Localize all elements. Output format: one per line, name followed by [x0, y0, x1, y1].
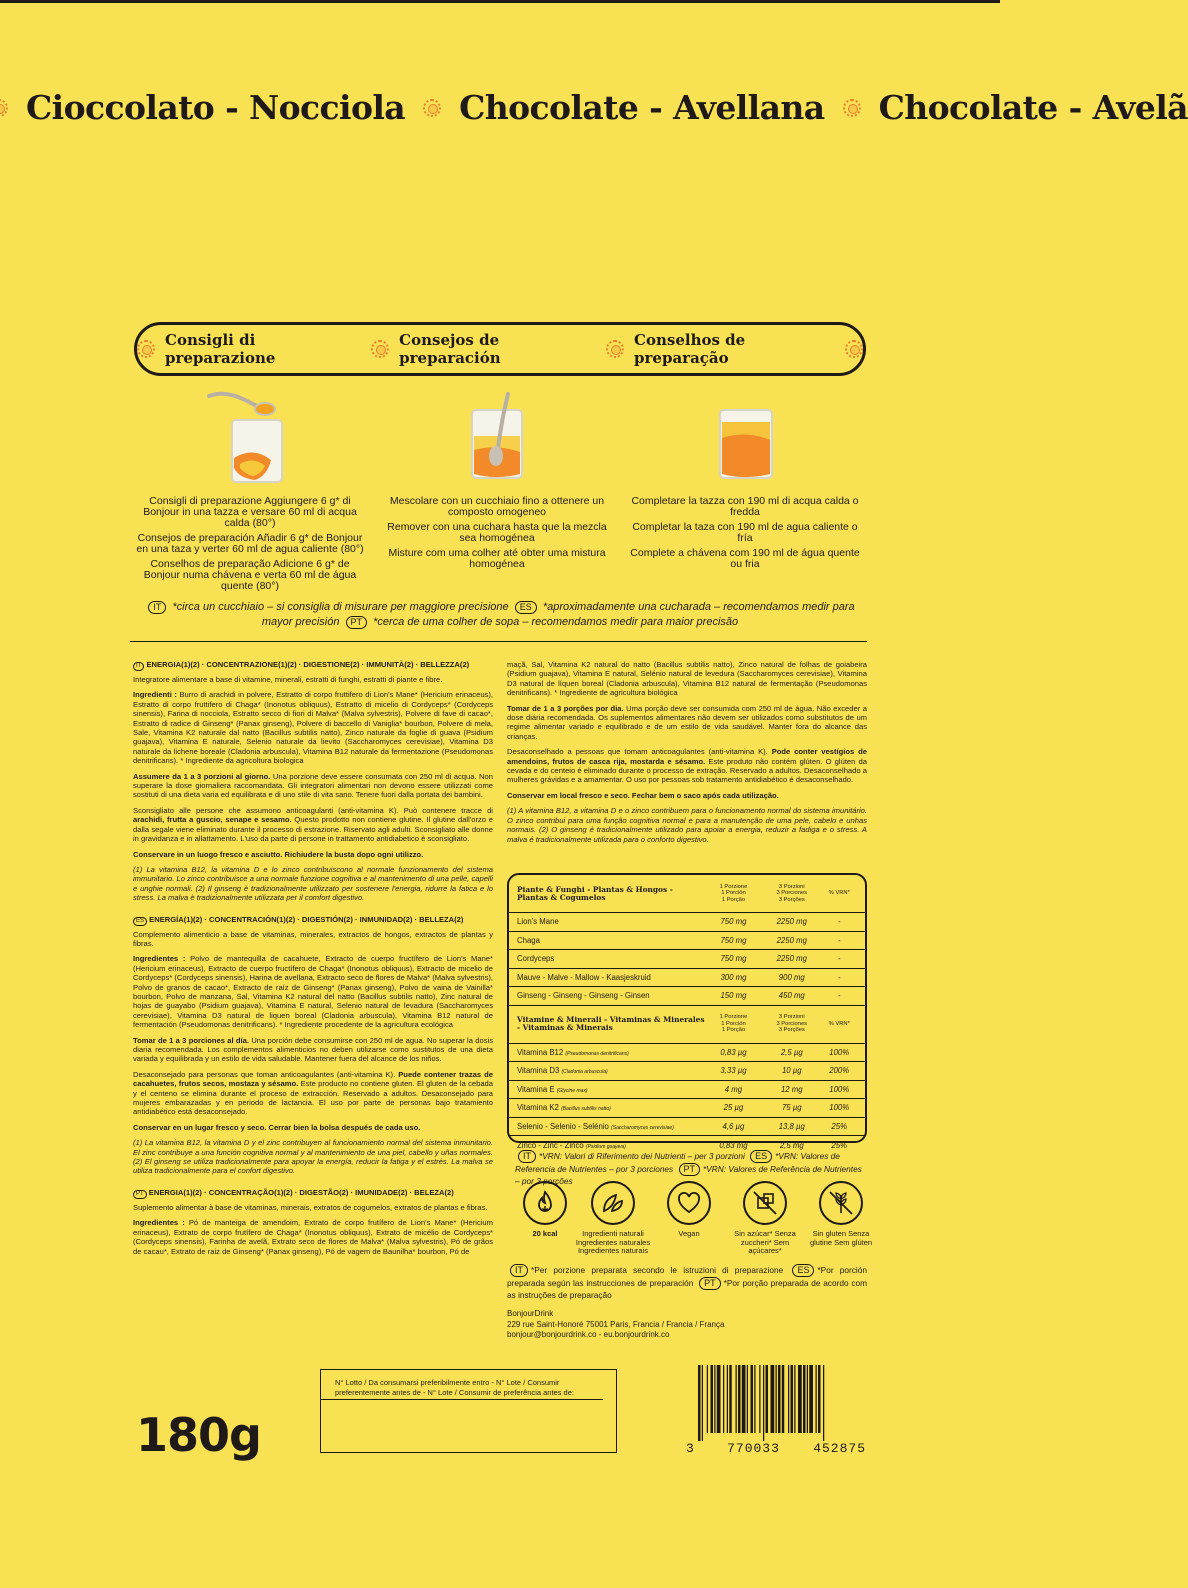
badge-sugar-free — [725, 1181, 805, 1256]
table-row: Vitamina D3 (Cladonia arbuscula) 3,33 µg 10 µg 200% — [509, 1062, 865, 1081]
it-ingredients: Burro di arachidi in polvere, Estratto di corpo fruttifero di Lion's Mane* (Hericium erinaceus), Estratto di corpo fruttifero di Chaga* (Inonotus obliquus), Estratto di micelio di Cordyceps* (Cordyceps sinensis), Farina di nocciola, Estratto secco di fiori di Malva* (Malva sylvestris), Polvere di fave di cacao*, Estratto di radice di Ginseng* (Panax ginseng), Polvere di baccello di Vaniglia* bourbon, Polvere di mela, Sale, Vitamina K2 naturale dal natto (Bacillus subtilis natto), Zinco naturale da foglie di guava (Psidium guajava), Vitamina E naturale, Selenio naturale da lievito (Saccharomyces cerevisiae), Vitamina D3 naturale da lichene boreale (Cladonia arbuscula), Vitamina B12 naturale da fermentazione (Pseudomonas denitrificans). * Ingrediente da agricoltura biologica — [133, 690, 493, 766]
lang-tag-it: IT — [518, 1150, 536, 1163]
leaf-icon — [591, 1181, 635, 1225]
es-ingredients-label: Ingredientes : — [133, 954, 186, 964]
step-3-it: Completare la tazza con 190 ml di acqua calda o fredda — [631, 495, 859, 518]
es-storage: Conservar en un lugar fresco y seco. Cerrar bien la bolsa después de cada uso. — [133, 1122, 421, 1132]
table-row: Chaga 750 mg 2250 mg - — [509, 932, 865, 951]
lot-box — [320, 1369, 617, 1453]
badge-gluten-free — [801, 1181, 881, 1247]
es-benefits-heading: ENERGÍA(1)(2) · CONCENTRACIÓN(1)(2) · DIGESTIÓN(2) · INMUNIDAD(2) · BELLEZA(2) — [149, 914, 464, 924]
portion-1-heading: 1 Porzione 1 Porción 1 Porção — [719, 1014, 748, 1034]
top-border — [0, 0, 1000, 3]
lang-tag-pt: PT — [679, 1163, 701, 1176]
banner-flavor-it: Cioccolato - Nocciola — [26, 88, 406, 127]
sun-icon — [371, 340, 389, 358]
sun-icon — [843, 99, 861, 117]
heart-icon — [667, 1181, 711, 1225]
lang-tag-pt: PT — [133, 1190, 147, 1199]
lang-tag-pt: PT — [346, 616, 368, 629]
sun-icon — [137, 340, 155, 358]
lot-label: N° Lotto / Da consumarsi preferibilmente entro - N° Lote / Consumir preferentemente antes de - N° Lote / Consumir de preferência antes de: — [335, 1378, 574, 1397]
lang-tag-es: ES — [133, 917, 147, 926]
lang-tag-es: ES — [750, 1150, 772, 1163]
vrn-note: IT *VRN: Valori di Riferimento dei Nutrienti – per 3 porzioni ES *VRN: Valores de Referencia de Nutrientes – por 3 porciones PT *VRN: Valores de Referência de Nutrientes – por 3 porções — [515, 1151, 862, 1186]
sun-icon — [606, 340, 624, 358]
step-2-pt: Misture com uma colher até obter uma mistura homogénea — [388, 547, 606, 570]
vrn-heading: % VRN* — [828, 1020, 850, 1027]
pt-dose-label: Tomar de 1 a 3 porções por dia. — [507, 703, 624, 713]
company-address — [507, 1309, 867, 1341]
note-es: *aproximadamente una cucharada – recomendamos medir para mayor precisión — [261, 601, 855, 628]
table-row: Selenio - Selenio - Selénio (Saccharomyces cerevisiae) 4,6 µg 13,8 µg 25% — [509, 1118, 865, 1137]
table-row: Vitamina K2 (Bacillus subtilis natto) 25 µg 75 µg 100% — [509, 1099, 865, 1118]
pt-ingredients-label: Ingredientes : — [133, 1218, 185, 1228]
it-allergens: arachidi, frutta a guscio, senape e sesamo. — [133, 815, 292, 825]
sun-icon — [423, 99, 441, 117]
sugar-free-icon — [743, 1181, 787, 1225]
pt-warning-2: Este produto não contém glúten. O glúten da cevada e do centeio é eliminado durante o processo de extração. Reservado a adultos. Desaconselhado a mulheres grávidas e a amamentar. O uso por pessoas sob tratamento antidiabético é desaconselhado. — [507, 756, 867, 785]
table-row: Cordyceps 750 mg 2250 mg - — [509, 950, 865, 969]
step-1-es: Consejos de preparación Añadir 6 g* de Bonjour en una taza y verter 60 ml de agua caliente (80°) — [136, 532, 364, 555]
es-ingredients: Polvo de mantequilla de cacahuete, Extracto de cuerpo fructífero de Lion's Mane* (Hericium erinaceus), Extracto de cuerpo fructífero de Chaga* (Inonotus obliquus), Extracto de micelio de Cordyceps* (Cordyceps sinensis), Harina de avellana, Extracto seco de flores de Malva* (Malva sylvestris), Polvo de granos de cacao*, Extracto de raíz de Ginseng* (Panax ginseng), Polvo de vaina de Vainilla* bourbon, Polvo de manzana, Sal, Vitamina K2 natural del natto (Bacillus subtilis natto), Zinc natural de hojas de guayabo (Psidium guajava), Vitamina E natural, Selenio natural de levadura (Saccharomyces cerevisiae), Vitamina D3 natural de liquen boreal (Cladonia arbuscula), Vitamina B12 natural de fermentación (Pseudomonas denitrificans). * Ingrediente procedente de la agricultura ecológica — [133, 954, 494, 1030]
it-ingredients-label: Ingredienti : — [133, 690, 177, 700]
pt-ingredients-continued: maçã, Sal, Vitamina K2 natural do natto (Bacillus subtilis natto), Zinco natural de folhas de goiabeira (Psidium guajava), Vitamina E natural, Selénio natural de levedura (Saccharomyces cerevisiae), Vitamina D3 natural de líquen boreal (Cladonia arbuscula), Vitamina B12 natural de fermentação (Pseudomonas denitrificans). * Ingrediente de agricultura biológica — [507, 660, 867, 698]
it-dose: Una porzione deve essere consumata con 250 ml di acqua. Non superare la dose giornaliera raccomandata. Gli integratori alimentari non devono essere utilizzati come sostituti di una dieta varia ed equilibrata e di uno stile di vita sano. Tenere fuori dalla portata dei bambini. — [133, 771, 493, 800]
pt-benefits-heading: ENERGIA(1)(2) · CONCENTRAÇÃO(1)(2) · DIGESTÃO(2) · IMUNIDADE(2) · BELEZA(2) — [148, 1187, 454, 1197]
prep-title-it: Consigli di preparazione — [165, 331, 276, 367]
es-dose-label: Tomar de 1 a 3 porciones al día. — [133, 1035, 250, 1045]
table-header-plants — [509, 875, 865, 913]
prep-title-es: Consejos de preparación — [399, 331, 501, 367]
flame-icon — [523, 1181, 567, 1225]
step-2-it: Mescolare con un cucchiaio fino a ottenere un composto omogeneo — [389, 495, 605, 518]
it-warning-2: Questo prodotto non contiene glutine. Il glutine dall'orzo e dalla segale viene eliminato durante il processo di estrazione. Riservato agli adulti. Sconsigliato alle donne in gravidanza e in allattamento. L'uso da parte di persone in trattamento antidiabetico è sconsigliato. — [133, 815, 493, 844]
lang-tag-es: ES — [792, 1264, 814, 1277]
portion-1-heading: 1 Porzione 1 Porción 1 Porção — [719, 883, 748, 903]
lang-tag-it: IT — [148, 601, 166, 614]
it-storage: Conservare in un luogo fresco e asciutto. Richiudere la busta dopo ogni utilizzo. — [133, 849, 424, 859]
step-3 — [630, 388, 860, 570]
plants-heading: Piante & Funghi - Plantas & Hongos - Plantas & Cogumelos — [517, 884, 673, 902]
step-1 — [135, 388, 365, 592]
step-3-pt: Complete a chávena com 190 ml de água quente ou fria — [630, 547, 860, 570]
flavor-banner — [0, 88, 1188, 148]
portion-3-heading: 3 Porzioni 3 Porciones 3 Porções — [776, 883, 808, 903]
sun-icon — [845, 340, 863, 358]
divider — [130, 641, 867, 642]
portion-3-heading: 3 Porzioni 3 Porciones 3 Porções — [776, 1014, 808, 1034]
table-row: Ginseng - Ginseng - Ginseng - Ginsen 150 mg 450 mg - — [509, 987, 865, 1006]
badge-vegan — [649, 1181, 729, 1239]
lot-divider — [321, 1399, 603, 1400]
step-1-it: Consigli di preparazione Aggiungere 6 g* di Bonjour in una tazza e versare 60 ml di acqua calda (80°) — [143, 495, 357, 529]
preparation-steps — [120, 388, 880, 598]
pt-claims: (1) A vitamina B12, a vitamina D e o zinco contribuem para o funcionamento normal do sistema imunitário. O zinco contribui para uma função cognitiva normal e para a manutenção de uma pele, cabelo e unhas normais. (2) O ginseng é tradicionalmente utilizado para apoiar a energia, reduzir a fadiga e o stress. A malva é tradicionalmente utilizada para o conforto digestivo. — [507, 806, 867, 844]
table-row: Zinco - Zinc - Zinco (Psidium guajava) 0,83 mg 2,5 mg 25% — [517, 1140, 848, 1150]
full-cup-icon — [700, 388, 790, 488]
es-intro: Complemento alimenticio a base de vitaminas, minerales, extractos de hongos, extractos de plantas y fibras. — [133, 929, 493, 948]
preparation-title-box — [134, 322, 866, 376]
step-3-es: Completar la taza con 190 ml de agua caliente o fría — [632, 521, 858, 544]
table-row: Lion's Mane 750 mg 2250 mg - — [509, 913, 865, 932]
es-warning: Desaconsejado para personas que toman anticoagulantes (anti-vitamina K). — [133, 1069, 396, 1079]
step-2 — [382, 388, 612, 570]
badge-natural-label: Ingredienti naturali Ingredientes naturales Ingredientes naturais — [575, 1229, 651, 1255]
note-it: *circa un cucchiaio – si consiglia di misurare per maggiore precisione — [172, 601, 509, 613]
badge-gluten-free-label: Sin gluten Senza glutine Sem glúten — [809, 1229, 873, 1247]
pt-warning: Desaconselhado a pessoas que tomam anticoagulantes (anti-vitamina K). — [507, 747, 768, 757]
es-allergens: Puede contener trazas de cacahuetes, frutos secos, mostaza y sésamo. — [133, 1069, 493, 1089]
it-dose-label: Assumere da 1 a 3 porzioni al giorno. — [133, 771, 271, 781]
portion-note: IT *Per porzione preparata secondo le istruzioni di preparazione ES *Por porción preparada según las instrucciones de preparación PT *Por porção preparada de acordo com as instruções de preparação — [507, 1265, 867, 1300]
es-dose: Una porción debe consumirse con 250 ml de agua. No superar la dosis diaria recomendada. Los complementos alimenticios no deben utilizarse como sustitutos de una dieta variada y equilibrada y un estilo de vida saludable. Mantener fuera del alcance de los niños. — [133, 1035, 493, 1064]
feature-icons — [505, 1181, 875, 1261]
badge-vegan-label: Vegan — [678, 1229, 700, 1238]
label-text-left-column — [133, 660, 493, 1262]
cup-with-spoon-icon — [205, 388, 295, 488]
step-1-pt: Conselhos de preparação Adicione 6 g* de Bonjour numa chávena e verta 60 ml de água quente (80°) — [143, 558, 357, 592]
brand-name: BonjourDrink — [507, 1309, 554, 1318]
label-text-right-column — [507, 660, 867, 850]
street-address: 229 rue Saint-Honoré 75001 Paris, Francia / Francia / França — [507, 1319, 725, 1329]
net-weight: 180g — [136, 1408, 261, 1462]
it-warning: Sconsigliato alle persone che assumono anticoagulanti (anti-vitamina K). Può contenere tracce di — [133, 805, 493, 815]
measure-note — [130, 600, 870, 630]
table-row: Mauve - Malve - Mallow - Kaasjeskruid 300 mg 900 mg - — [509, 969, 865, 988]
es-warning-2: Este producto no contiene gluten. El gluten de la cebada y el centeno se elimina durante el proceso de extracción. Reservado a adultos. Desaconsejado para mujeres embarazadas y en periodo de lactancia. El uso por parte de personas bajo tratamiento antidiabético está desaconsejado. — [133, 1079, 493, 1117]
pt-intro: Suplemento alimentar à base de vitaminas, minerais, extratos de cogumelos, extratos de plantas e fibras. — [133, 1202, 488, 1212]
vitamins-heading: Vitamine & Minerali - Vitaminas & Minerales - Vitaminas & Minerais — [517, 1015, 705, 1032]
barcode — [686, 1365, 866, 1455]
badge-calories-label: 20 kcal — [532, 1229, 558, 1238]
note-pt: *cerca de uma colher de sopa – recomendamos medir para maior precisão — [373, 616, 739, 628]
cup-stirring-icon — [452, 388, 542, 488]
banner-flavor-es: Chocolate - Avellana — [459, 88, 825, 127]
table-header-vitamins — [509, 1006, 865, 1044]
banner-flavor-pt: Chocolate - Avelã — [878, 88, 1188, 127]
lang-tag-es: ES — [515, 601, 537, 614]
pt-allergens: Pode conter vestígios de amendoins, frutos de casca rija, mostarda e sésamo. — [507, 747, 867, 766]
vrn-heading: % VRN* — [828, 890, 850, 897]
pt-ingredients: Pó de manteiga de amendoim, Extrato de corpo frutífero de Lion's Mane* (Hericium erinaceus), Extrato de corpo frutífero de Chaga* (Inonotus obliquus), Extrato de micélio de Cordyceps* (Cordyceps sinensis), Farinha de avelã, Extrato seco de flores de Malva* (Malva sylvestris), Pó de grãos de cacau*, Extrato de raiz de Ginseng* (Panax ginseng), Pó de vagem de Baunilha* bourbon, Pó de — [133, 1218, 493, 1256]
step-2-es: Remover con una cuchara hasta que la mezcla sea homogénea — [387, 521, 607, 544]
badge-sugar-free-label: Sin azúcar* Senza zuccheri* Sem açúcares* — [734, 1229, 796, 1255]
lang-tag-it: IT — [510, 1264, 528, 1277]
nutrition-table — [507, 873, 867, 1150]
it-intro: Integratore alimentare a base di vitamine, minerali, estratti di funghi, estratti di piante e fibre. — [133, 675, 443, 684]
contact-line: bonjour@bonjourdrink.co - eu.bonjourdrink.co — [507, 1330, 670, 1339]
barcode-number: 3 770033 452875 — [686, 1441, 866, 1456]
gluten-free-icon — [819, 1181, 863, 1225]
table-row: Vitamina B12 (Pseudomonas denitrificans) 0,83 µg 2,5 µg 100% — [509, 1044, 865, 1063]
sun-icon — [0, 99, 8, 117]
lang-tag-it: IT — [133, 662, 144, 671]
lang-tag-pt: PT — [699, 1277, 721, 1290]
pt-dose: Uma porção deve ser consumida com 250 ml de água. Não exceder a dose diária recomendada. Os suplementos alimentares não devem ser utilizados como substitutos de um regime alimentar variado e equilibrado e de um estilo de vida saudável. Manter fora do alcance das crianças. — [507, 703, 867, 741]
barcode-bars — [686, 1365, 866, 1443]
table-row: Vitamina E (Glycine max) 4 mg 12 mg 100% — [509, 1081, 865, 1100]
badge-natural — [573, 1181, 653, 1256]
it-benefits-heading: ENERGIA(1)(2) · CONCENTRAZIONE(1)(2) · DIGESTIONE(2) · IMMUNITÀ(2) · BELLEZZA(2) — [146, 660, 470, 669]
pt-storage: Conservar em local fresco e seco. Fechar bem o saco após cada utilização. — [507, 790, 779, 800]
it-claims: (1) La vitamina B12, la vitamina D e lo zinco contribuiscono al normale funzionamento del sistema immunitario. Lo zinco contribuisce a una normale funzione cognitiva e al mantenimento di una pelle, capelli e unghie normali. (2) Il ginseng è tradizionalmente utilizzato per sostenere l'energia, ridurre la fatica e lo stress. La malva è tradizionalmente utilizzata per il comfort digestivo. — [133, 864, 493, 903]
prep-title-pt: Conselhos de preparação — [634, 331, 746, 367]
es-claims: (1) La vitamina B12, la vitamina D y el zinc contribuyen al funcionamiento normal del sistema inmunitario. El zinc contribuye a una función cognitiva normal y al mantenimiento de una piel, cabello y uñas normales. (2) El ginseng se utiliza tradicionalmente para apoyar la energía, reducir la fatiga y el estrés. La malva se utiliza tradicionalmente para el confort digestivo. — [133, 1138, 493, 1176]
